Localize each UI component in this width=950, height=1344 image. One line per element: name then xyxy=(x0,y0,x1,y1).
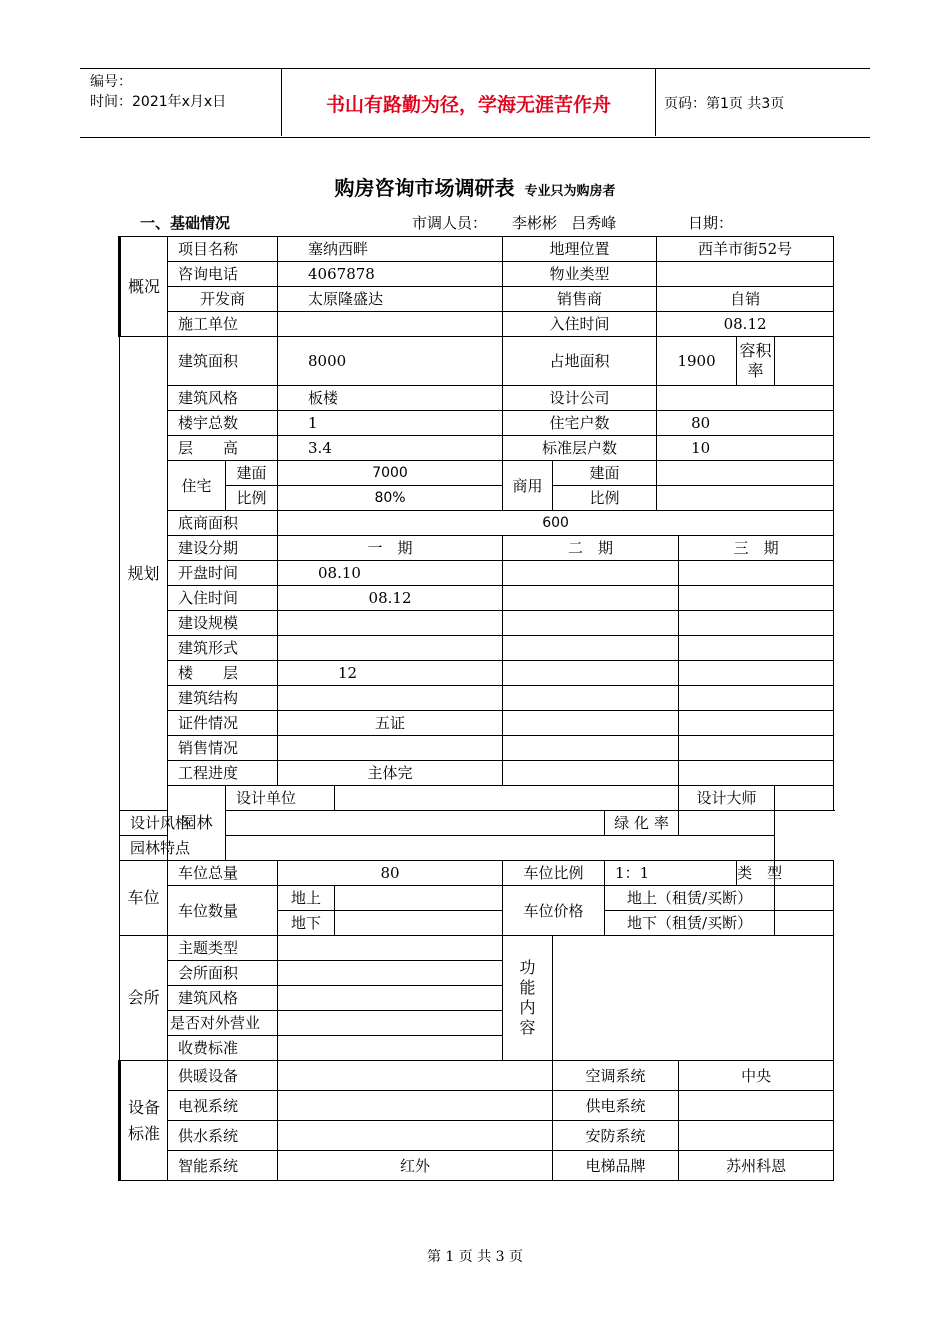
table-row xyxy=(120,936,834,961)
cell-value xyxy=(335,911,503,936)
cell-label: 建设规模 xyxy=(168,611,278,636)
cell-value xyxy=(278,1061,553,1091)
table-row xyxy=(120,611,834,636)
cell-value: 80 xyxy=(278,861,503,886)
cell-label: 建筑形式 xyxy=(168,636,278,661)
header-motto: 书山有路勤为径，学海无涯苦作舟 xyxy=(325,94,611,116)
cell-value: 8000 xyxy=(278,337,503,386)
cell-value xyxy=(657,461,834,486)
cell-value xyxy=(278,1121,553,1151)
cell-label: 地下 xyxy=(278,911,335,936)
cell-label: 证件情况 xyxy=(168,711,278,736)
cell-value: 80% xyxy=(278,486,503,511)
header-page-info: 页码：第1页 共3页 xyxy=(664,96,785,112)
table-row xyxy=(120,586,834,611)
header-divider xyxy=(655,68,656,136)
table-row xyxy=(120,312,834,337)
residential-label: 住宅 xyxy=(168,461,226,511)
cell-value xyxy=(335,786,679,811)
cell-value xyxy=(679,711,834,736)
table-row xyxy=(120,661,834,686)
cell-label: 地上 xyxy=(278,886,335,911)
cell-label: 园林特点 xyxy=(120,836,226,861)
cell-value: 1 xyxy=(278,411,503,436)
group-garden: 园林 xyxy=(168,786,226,861)
table-row xyxy=(120,386,834,411)
cell-value xyxy=(503,611,679,636)
cell-label: 层 高 xyxy=(168,436,278,461)
cell-label: 地理位置 xyxy=(503,237,657,262)
cell-value: 08.12 xyxy=(657,312,834,337)
cell-label: 地上（租赁/买断） xyxy=(605,886,775,911)
cell-value xyxy=(679,761,834,786)
page-footer: 第 1 页 共 3 页 xyxy=(426,1249,524,1265)
cell-label: 建面 xyxy=(553,461,657,486)
cell-value xyxy=(503,661,679,686)
cell-label: 设计风格 xyxy=(120,811,226,836)
cell-value xyxy=(679,586,834,611)
cell-value: 西羊市街52号 xyxy=(657,237,834,262)
table-row xyxy=(120,436,834,461)
cell-value xyxy=(335,886,503,911)
cell-value xyxy=(226,811,605,836)
cell-value xyxy=(679,686,834,711)
cell-value xyxy=(657,486,834,511)
cell-label: 智能系统 xyxy=(168,1151,278,1181)
cell-label: 车位价格 xyxy=(503,886,605,936)
table-row xyxy=(120,1121,834,1151)
cell-value xyxy=(679,1121,834,1151)
cell-value: 中央 xyxy=(679,1061,834,1091)
cell-value xyxy=(503,561,679,586)
cell-value xyxy=(278,686,503,711)
cell-value: 12 xyxy=(278,661,503,686)
cell-value: 自销 xyxy=(657,287,834,312)
cell-value xyxy=(679,1091,834,1121)
cell-label: 设计单位 xyxy=(226,786,335,811)
cell-value xyxy=(226,836,775,861)
cell-value xyxy=(278,986,503,1011)
cell-value xyxy=(679,636,834,661)
table-row xyxy=(120,1061,834,1091)
page-title xyxy=(0,172,950,201)
phase-header: 二 期 xyxy=(503,536,679,561)
cell-label: 供水系统 xyxy=(168,1121,278,1151)
cell-label: 标准层户数 xyxy=(503,436,657,461)
table-row xyxy=(120,786,834,811)
header-left xyxy=(90,72,226,112)
cell-value xyxy=(278,636,503,661)
cell-label: 占地面积 xyxy=(503,337,657,386)
cell-value xyxy=(679,736,834,761)
section-label: 一、基础情况 xyxy=(140,214,231,232)
cell-value: 3.4 xyxy=(278,436,503,461)
cell-label: 电视系统 xyxy=(168,1091,278,1121)
cell-label: 开盘时间 xyxy=(168,561,278,586)
cell-value xyxy=(657,386,834,411)
cell-value xyxy=(775,786,834,811)
doc-number-label: 编号： xyxy=(90,74,132,90)
table-row xyxy=(120,262,834,287)
cell-value xyxy=(278,1036,503,1061)
cell-label: 容积率 xyxy=(737,337,775,386)
table-row xyxy=(120,761,834,786)
cell-label: 电梯品牌 xyxy=(553,1151,679,1181)
cell-value: 红外 xyxy=(278,1151,553,1181)
cell-value: 塞纳西畔 xyxy=(278,237,503,262)
doc-time-label: 时间：2021年x月x日 xyxy=(90,94,227,110)
title-main: 购房咨询市场调研表 xyxy=(334,176,515,200)
title-sub: 专业只为购房者 xyxy=(524,184,616,199)
cell-label: 销售情况 xyxy=(168,736,278,761)
table-row xyxy=(120,1091,834,1121)
cell-value xyxy=(278,936,503,961)
group-planning: 规划 xyxy=(120,337,168,811)
cell-label: 是否对外营业 xyxy=(168,1011,278,1036)
cell-label: 车位数量 xyxy=(168,886,278,936)
table-row xyxy=(120,886,834,911)
cell-value: 主体完 xyxy=(278,761,503,786)
cell-label: 类 型 xyxy=(737,861,775,886)
cell-value: 1900 xyxy=(657,337,737,386)
phase-header: 一 期 xyxy=(278,536,503,561)
cell-value xyxy=(278,736,503,761)
cell-label: 建筑面积 xyxy=(168,337,278,386)
group-club: 会所 xyxy=(120,936,168,1061)
cell-value: 08.12 xyxy=(278,586,503,611)
cell-value: 1：1 xyxy=(605,861,737,886)
cell-label: 车位总量 xyxy=(168,861,278,886)
cell-label: 空调系统 xyxy=(553,1061,679,1091)
cell-label: 比例 xyxy=(553,486,657,511)
cell-value xyxy=(278,312,503,337)
table-row xyxy=(120,337,834,386)
cell-label: 建筑风格 xyxy=(168,986,278,1011)
cell-label: 供暖设备 xyxy=(168,1061,278,1091)
cell-label: 施工单位 xyxy=(168,312,278,337)
table-row xyxy=(120,287,834,312)
cell-label: 开发商 xyxy=(168,287,278,312)
table-row xyxy=(120,561,834,586)
cell-value xyxy=(679,811,775,836)
cell-value: 7000 xyxy=(278,461,503,486)
table-row xyxy=(120,1151,834,1181)
cell-value xyxy=(775,911,834,936)
cell-value xyxy=(278,1091,553,1121)
cell-label: 工程进度 xyxy=(168,761,278,786)
cell-value: 板楼 xyxy=(278,386,503,411)
cell-label: 入住时间 xyxy=(503,312,657,337)
cell-label: 建设分期 xyxy=(168,536,278,561)
cell-label: 主题类型 xyxy=(168,936,278,961)
table-row xyxy=(120,237,834,262)
cell-value: 600 xyxy=(278,511,834,536)
cell-value xyxy=(679,661,834,686)
cell-value: 80 xyxy=(657,411,834,436)
cell-value: 10 xyxy=(657,436,834,461)
commercial-label: 商用 xyxy=(503,461,553,511)
cell-value xyxy=(278,1011,503,1036)
cell-value xyxy=(503,711,679,736)
cell-value xyxy=(278,611,503,636)
group-equipment: 设备标准 xyxy=(120,1061,168,1181)
club-function-label: 功能内容 xyxy=(503,936,553,1061)
cell-label: 销售商 xyxy=(503,287,657,312)
cell-value xyxy=(679,611,834,636)
cell-value: 4067878 xyxy=(278,262,503,287)
cell-label: 入住时间 xyxy=(168,586,278,611)
cell-value xyxy=(775,337,834,386)
cell-label: 设计大师 xyxy=(679,786,775,811)
surveyor-label: 市调人员： xyxy=(412,214,488,232)
cell-value xyxy=(503,586,679,611)
table-row xyxy=(120,836,834,861)
cell-label: 建筑结构 xyxy=(168,686,278,711)
table-row xyxy=(120,536,834,561)
table-row xyxy=(120,411,834,436)
cell-label: 绿 化 率 xyxy=(605,811,679,836)
club-function-content xyxy=(553,936,834,1061)
group-overview: 概况 xyxy=(120,237,168,337)
cell-label: 比例 xyxy=(226,486,278,511)
cell-value xyxy=(775,861,834,886)
cell-label: 住宅户数 xyxy=(503,411,657,436)
cell-label: 收费标准 xyxy=(168,1036,278,1061)
cell-label: 楼 层 xyxy=(168,661,278,686)
table-row xyxy=(120,636,834,661)
table-row xyxy=(120,811,834,836)
cell-value xyxy=(503,736,679,761)
table-row xyxy=(120,736,834,761)
cell-label: 咨询电话 xyxy=(168,262,278,287)
cell-value: 太原隆盛达 xyxy=(278,287,503,312)
phase-header: 三 期 xyxy=(679,536,834,561)
table-row xyxy=(120,461,834,486)
cell-value xyxy=(503,686,679,711)
cell-label: 安防系统 xyxy=(553,1121,679,1151)
cell-value xyxy=(679,561,834,586)
cell-label: 建面 xyxy=(226,461,278,486)
group-parking: 车位 xyxy=(120,861,168,936)
survey-table xyxy=(118,236,834,1181)
cell-label: 项目名称 xyxy=(168,237,278,262)
surveyor-names: 李彬彬 吕秀峰 xyxy=(512,214,617,232)
cell-label: 物业类型 xyxy=(503,262,657,287)
cell-label: 会所面积 xyxy=(168,961,278,986)
table-row xyxy=(120,711,834,736)
cell-value xyxy=(657,262,834,287)
cell-label: 车位比例 xyxy=(503,861,605,886)
cell-value xyxy=(503,636,679,661)
cell-label: 底商面积 xyxy=(168,511,278,536)
date-label: 日期： xyxy=(688,214,734,232)
table-row xyxy=(120,861,834,886)
table-row xyxy=(120,686,834,711)
cell-label: 设计公司 xyxy=(503,386,657,411)
cell-value: 08.10 xyxy=(278,561,503,586)
cell-value xyxy=(503,761,679,786)
table-row xyxy=(120,511,834,536)
cell-label: 建筑风格 xyxy=(168,386,278,411)
cell-value xyxy=(775,886,834,911)
table-row xyxy=(120,486,834,511)
cell-value xyxy=(278,961,503,986)
cell-value: 五证 xyxy=(278,711,503,736)
cell-label: 楼宇总数 xyxy=(168,411,278,436)
cell-label: 供电系统 xyxy=(553,1091,679,1121)
cell-label: 地下（租赁/买断） xyxy=(605,911,775,936)
cell-value: 苏州科恩 xyxy=(679,1151,834,1181)
section-line xyxy=(140,212,734,233)
